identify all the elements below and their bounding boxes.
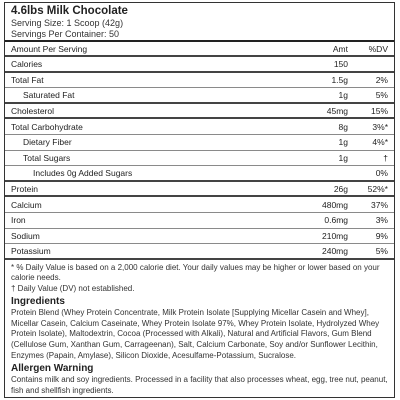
table-row	[5, 135, 394, 151]
nutrient-daily-value: 5%	[375, 245, 388, 256]
nutrient-amount: 1.5g	[331, 74, 348, 85]
nutrient-daily-value: 2%	[375, 74, 388, 85]
table-row	[5, 104, 394, 120]
nutrient-name: Sodium	[11, 230, 40, 241]
product-title: 4.6lbs Milk Chocolate	[11, 5, 128, 17]
dv-not-established-footnote: † Daily Value (DV) not established.	[11, 283, 135, 293]
nutrient-daily-value: 3%	[375, 215, 388, 226]
ingredients-title: Ingredients	[11, 296, 65, 308]
nutrient-name: Cholesterol	[11, 105, 54, 116]
nutrient-name: Includes 0g Added Sugars	[33, 167, 133, 178]
dv-column-header: %DV	[368, 43, 388, 54]
allergen-text: Contains milk and soy ingredients. Processed in a facility that also processes wheat, egg, tree nut, peanut, fish and shellfish ingredients.	[11, 375, 388, 395]
nutrient-amount: 26g	[333, 183, 348, 194]
nutrient-name: Saturated Fat	[23, 89, 75, 100]
label-header	[5, 3, 394, 40]
nutrient-name: Total Sugars	[23, 152, 71, 163]
ingredients-text: Protein Blend (Whey Protein Concentrate, Milk Protein Isolate [Supplying Micellar Casein and Whey], Micellar Casein, Calcium Caseinate, Whey Protein Isolate 97%, Whey Protein Isolate, Hydrolyzed Whey Protein Isolate), Maltodextrin, Cocoa (Processed with Alkali), Natural and Artificial Flavors, Gum Blend (Cellulose Gum, Xanthan Gum, Carrageenan), Salt, Calcium Carbonate, Soy and/or Sunflower Lecithin, Enzymes (Papain, Amylase), Silicon Dioxide, Acesulfame-Potassium, Sucralose.	[11, 308, 380, 360]
servings-per-container: Servings Per Container: 50	[11, 29, 120, 39]
table-row	[5, 166, 394, 182]
nutrient-daily-value: 37%	[370, 199, 388, 210]
table-row	[5, 119, 394, 135]
amt-column-header: Amt	[332, 43, 348, 54]
nutrient-daily-value: †	[383, 152, 388, 163]
nutrient-daily-value: 52%*	[367, 183, 388, 194]
amount-per-serving-header: Amount Per Serving	[11, 43, 88, 54]
table-row	[5, 88, 394, 104]
daily-value-footnote: * % Daily Value is based on a 2,000 calorie diet. Your daily values may be higher or lower based on your calorie needs.	[11, 262, 380, 283]
nutrient-amount: 45mg	[326, 105, 348, 116]
nutrient-amount: 240mg	[322, 245, 348, 256]
nutrient-daily-value: 5%	[375, 89, 388, 100]
nutrient-name: Total Carbohydrate	[11, 121, 83, 132]
table-row	[5, 197, 394, 213]
nutrition-facts-label	[4, 2, 395, 398]
footnotes	[5, 260, 394, 397]
table-row	[5, 213, 394, 229]
nutrient-name: Total Fat	[11, 74, 44, 85]
nutrient-name: Iron	[11, 215, 26, 226]
table-row	[5, 182, 394, 198]
nutrient-amount: 150	[333, 58, 348, 69]
table-row	[5, 229, 394, 245]
nutrient-amount: 1g	[338, 137, 348, 148]
nutrient-daily-value: 0%	[375, 167, 388, 178]
nutrient-name: Calcium	[11, 199, 42, 210]
nutrient-daily-value: 9%	[375, 230, 388, 241]
nutrient-amount: 1g	[338, 152, 348, 163]
table-row	[5, 244, 394, 260]
nutrient-name: Potassium	[11, 245, 51, 256]
nutrient-name: Dietary Fiber	[23, 137, 72, 148]
nutrient-rows	[5, 57, 394, 260]
nutrient-name: Protein	[11, 183, 38, 194]
nutrient-amount: 0.6mg	[324, 215, 348, 226]
serving-size: Serving Size: 1 Scoop (42g)	[11, 18, 124, 28]
nutrient-daily-value: 3%*	[372, 121, 388, 132]
table-row	[5, 151, 394, 167]
table-row	[5, 57, 394, 73]
allergen-title: Allergen Warning	[11, 363, 94, 375]
nutrient-name: Calories	[11, 58, 43, 69]
nutrient-daily-value: 4%*	[372, 137, 388, 148]
nutrient-amount: 8g	[338, 121, 348, 132]
table-header-row	[5, 42, 394, 57]
nutrient-amount: 210mg	[322, 230, 348, 241]
nutrition-table	[5, 40, 394, 260]
nutrient-daily-value: 15%	[370, 105, 388, 116]
table-row	[5, 73, 394, 89]
nutrient-amount: 480mg	[322, 199, 348, 210]
nutrient-amount: 1g	[338, 89, 348, 100]
